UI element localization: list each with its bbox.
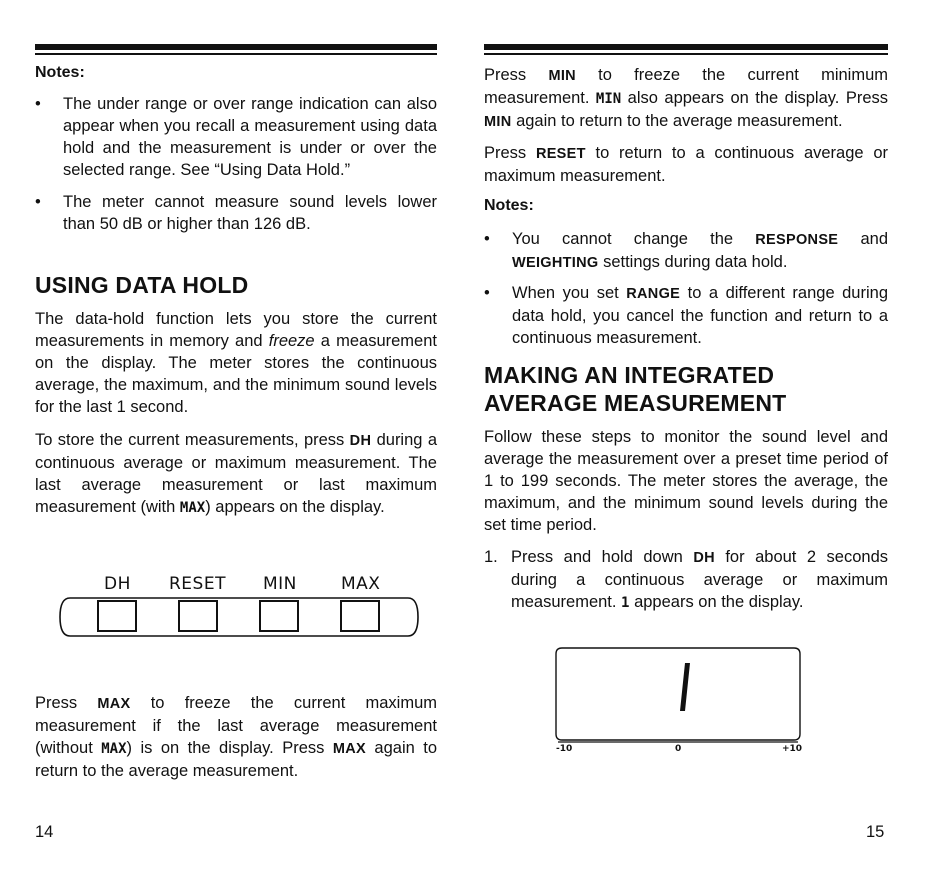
section-title-integrated-average [484,361,786,417]
max-key: MAX [97,696,131,712]
panel-label-dh: DH [104,574,131,594]
left-note-2: • The meter cannot measure sound levels lower than 50 dB or higher than 126 dB. [35,191,437,235]
panel-label-reset: RESET [169,574,226,594]
min-key-2: MIN [484,114,512,130]
integrated-intro: Follow these steps to monitor the sound level and average the measurement over a preset time period of 1 to 199 seconds. The meter stores the average, the maximum, and the minimum sound levels during the set time period. [484,428,888,534]
section-title-line-2: AVERAGE MEASUREMENT [484,390,787,416]
right-notes-list [484,228,888,349]
reset-key: RESET [535,146,586,162]
dh-key: DH [349,433,372,449]
response-key: RESPONSE [755,232,839,248]
left-note-1: • The under range or over range indication can also appear when you recall a measurement using data hold and the measurement is under or over the selected range. See “Using Data Hold.” [35,93,437,181]
panel-label-max: MAX [341,574,381,594]
min-lcd-indicator: MIN [595,91,622,107]
section-title-data-hold: USING DATA HOLD [35,272,249,298]
weighting-key: WEIGHTING [512,255,599,271]
range-key: RANGE [626,286,681,302]
right-notes-heading: Notes: [484,197,534,214]
section-title-line-1: MAKING AN INTEGRATED [484,362,775,388]
right-note-1: • You cannot change the RESPONSE and WEIGHTING settings during data hold. [484,228,888,274]
max-lcd-indicator: MAX [179,500,206,516]
scale-zero: 0 [675,744,682,754]
page-number-left: 14 [35,823,54,841]
lcd-one-indicator: 1 [621,595,630,611]
min-button-illustration [259,600,299,632]
step-1: 1. Press and hold down DH for about 2 seconds during a continuous average or maximum measurement. 1 appears on the display. [484,548,888,611]
panel-label-min: MIN [263,574,297,594]
freeze-emphasis: freeze [268,332,315,350]
max-lcd-indicator-2: MAX [101,741,127,757]
reset-para: Press RESET to return to a continuous average or maximum measurement. [484,144,888,185]
right-note-2: • When you set RANGE to a different range during data hold, you cancel the function and return to a continuous measurement. [484,282,888,349]
page-number-right: 15 [866,823,885,841]
reset-button-illustration [178,600,218,632]
data-hold-intro: The data-hold function lets you store the current measurements in memory and freeze a measurement on the display. The meter stores the continuous average, the maximum, and the minimum sound levels for the last 1 second. [35,310,437,416]
store-measurements-para: To store the current measurements, press DH during a continuous average or maximum measurement. The last average measurement or last maximum measurement (with MAX) appears on the display. [35,431,437,516]
min-key: MIN [548,68,576,84]
max-key-2: MAX [332,741,366,757]
dh-button-illustration [97,600,137,632]
scale-minus-ten: -10 [556,744,573,754]
scale-plus-ten: +10 [782,744,803,754]
left-notes-heading: Notes: [35,64,85,81]
left-notes-list [35,93,437,235]
max-button-illustration [340,600,380,632]
dh-key-step: DH [693,550,715,566]
lcd-digit-one [677,662,691,712]
steps-list [484,546,888,614]
max-freeze-para: Press MAX to freeze the current maximum measurement if the last average measurement (without MAX) is on the display. Press MAX again to return to the average measurement. [35,694,438,780]
min-freeze-para: Press MIN to freeze the current minimum measurement. MIN also appears on the display. Press MIN again to return to the average measurement. [484,66,889,130]
step-number: 1. [484,548,498,566]
